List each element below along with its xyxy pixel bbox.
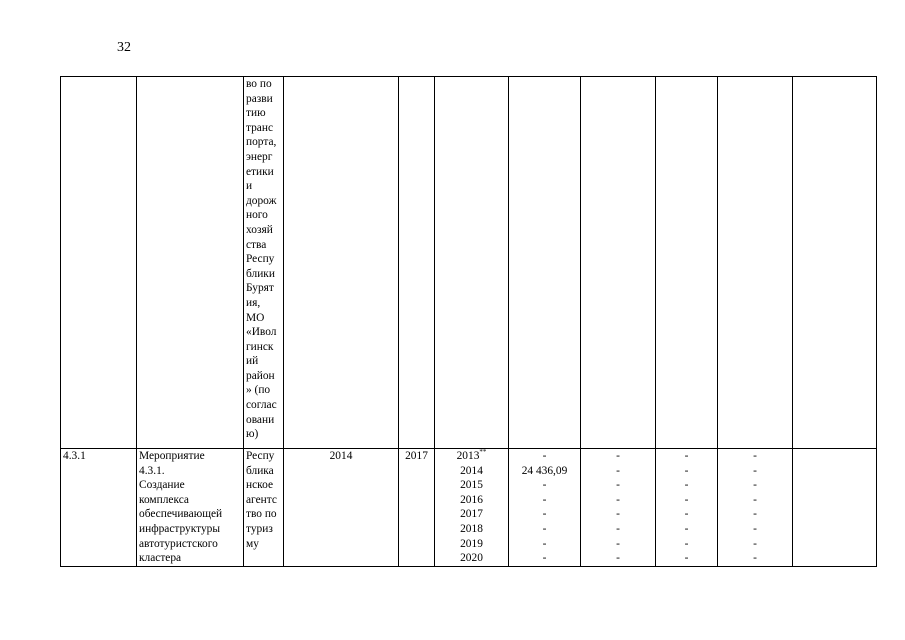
year-line: 2017 [460, 508, 483, 521]
measure-col-d: - - - - - - - - [753, 450, 757, 565]
footnote-mark: ** [479, 448, 487, 457]
year-line: 2018 [460, 522, 483, 535]
start-year-cell [284, 77, 399, 449]
measure-notes-cell [793, 449, 877, 567]
name-cell [137, 77, 244, 449]
measure-col-a-cell [509, 449, 581, 567]
measure-end-year: 2017 [399, 449, 435, 567]
year-line: 2013** [456, 448, 487, 462]
measure-name-cell [137, 449, 244, 567]
measure-years [437, 449, 506, 566]
measure-col-c: - - - - - - - - [684, 450, 689, 565]
year-line: 2020 [460, 552, 483, 565]
measure-col-d-cell [718, 449, 793, 567]
measure-start-year: 2014 [284, 449, 399, 567]
measure-name: Мероприятие 4.3.1. Создание комплекса обеспечивающей инфраструктуры автотуристского кластера [139, 450, 223, 565]
col-b-cell [581, 77, 656, 449]
measure-years-cell [435, 449, 509, 567]
years-cell [435, 77, 509, 449]
year-line: 2015 [460, 479, 483, 492]
year-line: 2014 [460, 464, 483, 477]
measure-col-a: - 24 436,09 - - - - - - [521, 450, 568, 565]
year-line: 2016 [460, 493, 483, 506]
col-a-cell [509, 77, 581, 449]
page-number: 32 [117, 40, 131, 55]
measure-col-c-cell [656, 449, 718, 567]
year-line: 2019 [460, 537, 483, 550]
measure-row [61, 449, 877, 567]
executor-cell [244, 77, 284, 449]
end-year-cell [399, 77, 435, 449]
notes-cell [793, 77, 877, 449]
col-c-cell [656, 77, 718, 449]
measure-col-b: - - - - - - - - [616, 450, 620, 565]
measure-executor-cell [244, 449, 284, 567]
continuation-row [61, 77, 877, 449]
executor-text: во по разви тию транс порта, энерг етики и дорож ного хозяй ства Респу блики Бурят ия, МО «Ивол гинск ий район » (по соглас овани ю) [246, 78, 277, 441]
code-cell [61, 77, 137, 449]
program-table [60, 76, 877, 567]
col-d-cell [718, 77, 793, 449]
measure-executor: Респу блика нское агентс тво по туриз му [246, 450, 277, 550]
measure-code: 4.3.1 [61, 449, 137, 567]
measure-col-b-cell [581, 449, 656, 567]
